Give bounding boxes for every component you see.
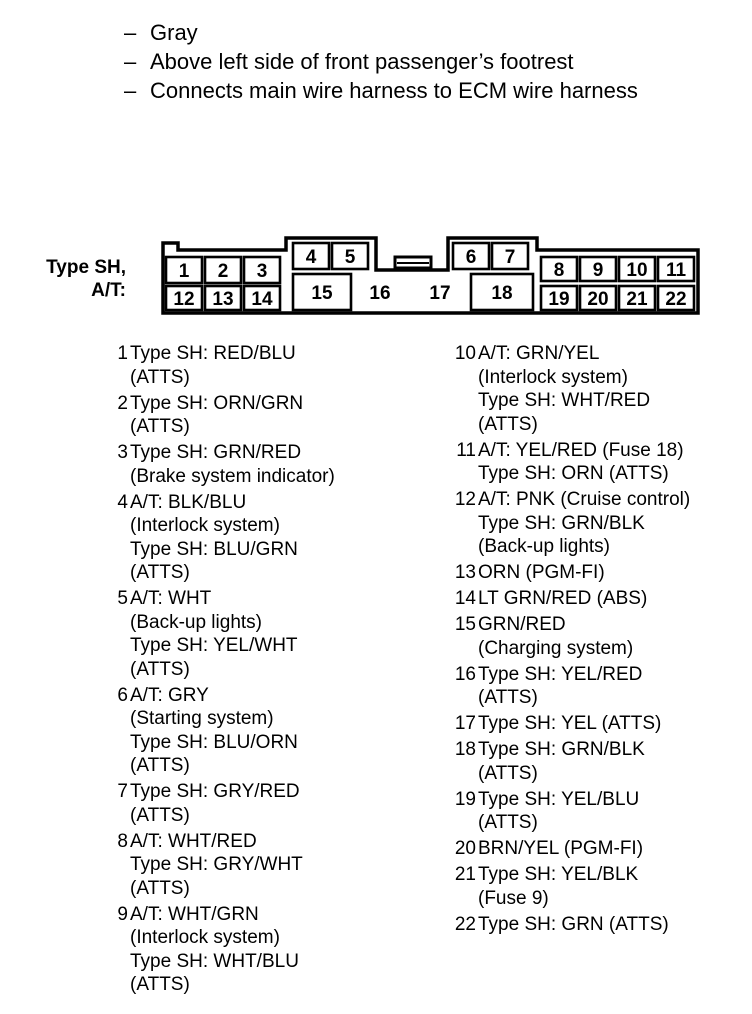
- pin-description-line: Type SH: WHT/RED: [478, 390, 651, 411]
- pin-number-4: 4: [305, 247, 317, 268]
- pin-description-line: A/T: WHT: [130, 588, 212, 609]
- pin-entry-number: 2: [117, 392, 128, 414]
- pin-description-line: A/T: BLK/BLU: [130, 491, 247, 513]
- pin-description-line: (ATTS): [130, 416, 190, 437]
- pin-number-19: 19: [548, 289, 570, 310]
- pin-entry-number: 1: [117, 343, 128, 364]
- pin-entry-number: 9: [117, 903, 128, 925]
- pin-entry-1: [104, 342, 404, 389]
- pin-number-9: 9: [592, 260, 604, 281]
- pin-entry-description: [478, 342, 752, 436]
- pin-description-line: (ATTS): [130, 658, 190, 680]
- pin-number-2: 2: [217, 261, 229, 282]
- pin-number-1: 1: [178, 261, 190, 282]
- pin-number-6: 6: [465, 247, 477, 268]
- pin-description-line: (ATTS): [478, 812, 538, 833]
- pin-entry-14: [452, 587, 752, 611]
- pin-entry-description: [478, 738, 752, 785]
- pin-description-line: Type SH: GRY/RED: [130, 781, 300, 802]
- pin-entry-description: [130, 392, 404, 439]
- pin-entry-description: [130, 441, 404, 488]
- header-line-color: – Gray: [124, 20, 198, 45]
- pin-entry-number: 12: [454, 489, 476, 510]
- pin-entry-number: 4: [117, 491, 128, 513]
- pin-description-line: Type SH: YEL/BLK: [478, 864, 639, 885]
- pin-entry-16: [452, 663, 752, 710]
- pin-entry-description: [478, 613, 752, 660]
- pin-description-line: Type SH: GRN (ATTS): [478, 913, 669, 935]
- pin-entry-description: [478, 913, 752, 937]
- pin-description-line: Type SH: WHT/BLU: [130, 950, 299, 972]
- pin-entry-10: [452, 342, 752, 436]
- pin-number-17: 17: [429, 283, 451, 304]
- pin-entry-11: [452, 439, 752, 486]
- pin-entry-number: 20: [454, 838, 476, 859]
- pin-description-line: BRN/YEL (PGM-FI): [478, 838, 644, 859]
- pin-entry-number: 3: [117, 442, 128, 463]
- pin-entry-7: [104, 780, 404, 827]
- pin-description-line: Type SH: YEL/BLU: [478, 788, 640, 810]
- connector-face-diagram: [0, 0, 752, 330]
- pin-entry-6: [104, 684, 404, 778]
- pin-entry-description: [478, 788, 752, 835]
- pin-entry-description: [478, 561, 752, 585]
- pin-number-21: 21: [626, 289, 648, 310]
- pin-description-line: A/T: WHT/GRN: [130, 903, 259, 925]
- pin-description-line: Type SH: YEL/WHT: [130, 635, 298, 656]
- pin-entry-description: [130, 903, 404, 997]
- pin-entry-21: [452, 863, 752, 910]
- pin-description-line: Type SH: YEL (ATTS): [478, 713, 662, 734]
- pin-description-line: (Back-up lights): [130, 611, 262, 633]
- pin-entry-number: 21: [454, 864, 476, 885]
- pin-number-5: 5: [344, 247, 356, 268]
- pin-description-line: (ATTS): [130, 877, 190, 899]
- pin-entry-number: 5: [117, 588, 128, 609]
- pin-number-20: 20: [587, 289, 609, 310]
- pin-entry-4: [104, 491, 404, 585]
- pin-entry-description: [478, 439, 752, 486]
- pin-entry-number: 14: [454, 588, 476, 609]
- pin-entry-description: [478, 488, 752, 559]
- connector-label: Type SH, A/T:: [46, 257, 126, 301]
- pin-entry-number: 8: [117, 830, 128, 852]
- pin-entry-number: 10: [454, 343, 476, 364]
- pin-description-line: (Interlock system): [130, 515, 280, 536]
- pin-number-3: 3: [256, 261, 268, 282]
- header-line-location: – Above left side of front passenger’s footrest: [124, 49, 574, 74]
- pin-description-line: (Starting system): [130, 708, 274, 729]
- pin-entry-description: [130, 780, 404, 827]
- pin-number-22: 22: [665, 289, 687, 310]
- pin-entry-8: [104, 830, 404, 901]
- pin-list-right-column: [452, 342, 752, 939]
- pin-description-line: Type SH: GRN/BLK: [478, 512, 645, 534]
- pin-description-line: (Fuse 9): [478, 887, 549, 909]
- pin-description-line: Type SH: BLU/ORN: [130, 731, 298, 753]
- pin-entry-number: 15: [454, 614, 476, 635]
- pin-entry-number: 17: [454, 713, 476, 734]
- pin-entry-number: 19: [454, 788, 476, 810]
- pin-description-line: (ATTS): [130, 366, 190, 388]
- pin-number-10: 10: [626, 260, 648, 281]
- pin-number-12: 12: [173, 289, 195, 310]
- pin-entry-5: [104, 587, 404, 681]
- pin-number-8: 8: [553, 260, 565, 281]
- pin-description-line: Type SH: ORN (ATTS): [478, 463, 669, 484]
- pin-description-line: Type SH: YEL/RED: [478, 663, 643, 685]
- pin-description-line: (ATTS): [130, 562, 190, 583]
- pin-entry-description: [130, 830, 404, 901]
- pin-number-14: 14: [251, 289, 273, 310]
- pin-entry-description: [478, 712, 752, 736]
- pin-entry-description: [478, 587, 752, 611]
- pin-description-line: ORN (PGM-FI): [478, 562, 605, 583]
- pin-description-line: LT GRN/RED (ABS): [478, 588, 648, 609]
- pin-entry-2: [104, 392, 404, 439]
- pin-entry-description: [130, 342, 404, 389]
- pin-entry-13: [452, 561, 752, 585]
- pin-entry-description: [478, 663, 752, 710]
- pin-entry-22: [452, 913, 752, 937]
- pin-entry-description: [130, 491, 404, 585]
- pin-number-7: 7: [504, 247, 516, 268]
- pin-description-line: A/T: GRN/YEL: [478, 343, 600, 364]
- pin-list-left-column: [104, 342, 404, 999]
- pin-description-line: Type SH: GRN/RED: [130, 442, 302, 463]
- pin-description-line: (ATTS): [130, 974, 190, 995]
- header-line-connects: – Connects main wire harness to ECM wire harness: [124, 78, 638, 103]
- pin-entry-12: [452, 488, 752, 559]
- pin-entry-18: [452, 738, 752, 785]
- pin-number-15: 15: [311, 283, 333, 304]
- pin-description-line: (ATTS): [130, 804, 190, 826]
- pin-entry-description: [130, 587, 404, 681]
- pin-entry-description: [478, 863, 752, 910]
- pin-entry-number: 7: [117, 781, 128, 802]
- pin-entry-number: 22: [454, 913, 476, 935]
- pin-entry-number: 6: [117, 684, 128, 706]
- pin-description-line: GRN/RED: [478, 614, 566, 635]
- pin-entry-number: 13: [454, 562, 476, 583]
- pin-description-line: (Interlock system): [478, 366, 628, 388]
- pin-entry-number: 11: [456, 439, 476, 461]
- pin-entry-20: [452, 837, 752, 861]
- pin-description-line: A/T: GRY: [130, 684, 209, 706]
- pin-entry-description: [130, 684, 404, 778]
- pin-number-16: 16: [369, 283, 391, 304]
- pin-description-line: (ATTS): [130, 755, 190, 776]
- pin-description-line: A/T: PNK (Cruise control): [478, 489, 691, 510]
- pin-entry-number: 16: [454, 663, 476, 685]
- pin-description-line: Type SH: BLU/GRN: [130, 538, 298, 560]
- pin-description-line: (ATTS): [478, 413, 538, 435]
- pin-description-line: A/T: WHT/RED: [130, 830, 257, 852]
- pin-entry-9: [104, 903, 404, 997]
- pin-entry-17: [452, 712, 752, 736]
- pin-description-line: (Charging system): [478, 637, 634, 659]
- pin-number-11: 11: [665, 260, 687, 281]
- pin-number-13: 13: [212, 289, 234, 310]
- pin-description-line: (ATTS): [478, 687, 538, 708]
- pin-number-18: 18: [491, 283, 513, 304]
- pin-description-line: (Back-up lights): [478, 536, 610, 557]
- pin-entry-description: [478, 837, 752, 861]
- pin-description-line: (ATTS): [478, 762, 538, 784]
- pin-description-line: Type SH: GRN/BLK: [478, 739, 645, 760]
- pin-description-line: (Interlock system): [130, 927, 280, 948]
- pin-description-line: Type SH: RED/BLU: [130, 343, 296, 364]
- pin-entry-3: [104, 441, 404, 488]
- pin-description-line: Type SH: ORN/GRN: [130, 392, 304, 414]
- pin-description-line: A/T: YEL/RED (Fuse 18): [478, 439, 684, 461]
- pin-entry-15: [452, 613, 752, 660]
- pin-description-line: Type SH: GRY/WHT: [130, 854, 303, 875]
- pin-entry-19: [452, 788, 752, 835]
- pin-entry-number: 18: [454, 739, 476, 760]
- pin-description-line: (Brake system indicator): [130, 465, 335, 487]
